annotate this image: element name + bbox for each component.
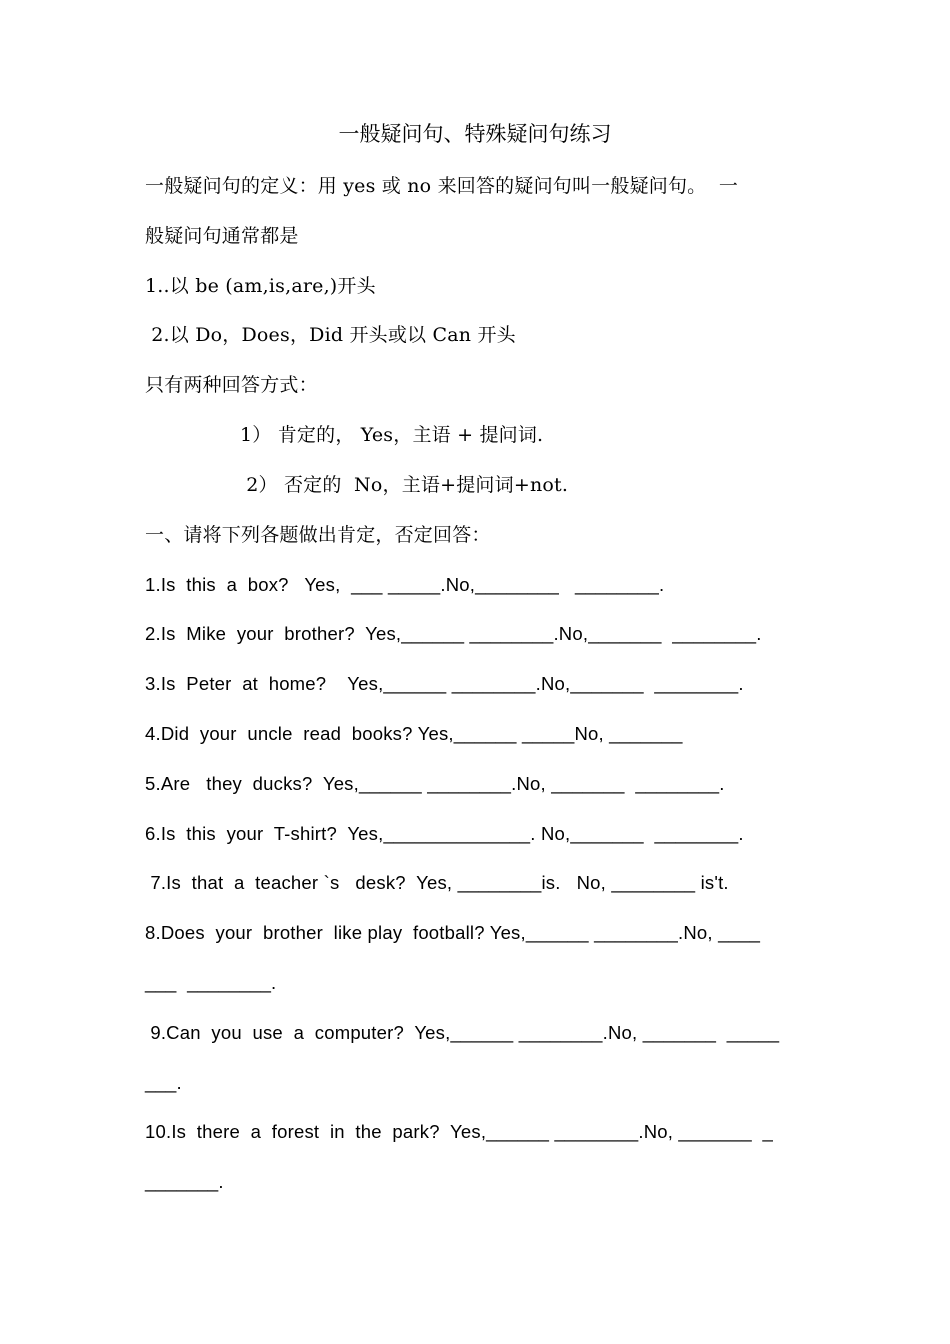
exercise-line-continuation: ___. — [145, 1072, 182, 1093]
exercise-line-continuation: ___ ________. — [145, 972, 277, 993]
exercise-line: 8.Does your brother like play football? Yes,______ ________.No, ____ — [145, 922, 761, 943]
definition-line-1: 一般疑问句的定义：用 yes 或 no 来回答的疑问句叫一般疑问句。 一 — [145, 175, 739, 197]
exercise-line: 2.Is Mike your brother? Yes,______ ________.No,_______ ________. — [145, 623, 762, 644]
rule-be-verbs: 1..以 be (am,is,are,)开头 — [145, 275, 376, 297]
exercise-line: 7.Is that a teacher `s desk? Yes, ________is. No, ________ is't. — [145, 872, 729, 893]
exercise-line: 5.Are they ducks? Yes,______ ________.No, _______ ________. — [145, 773, 725, 794]
answer-affirmative: 1） 肯定的， Yes，主语 + 提问词. — [240, 424, 544, 446]
answer-negative: 2） 否定的 No，主语+提问词+not. — [240, 474, 569, 496]
page-title: 一般疑问句、特殊疑问句练习 — [338, 122, 612, 146]
exercise-line: 3.Is Peter at home? Yes,______ ________.No,_______ ________. — [145, 673, 744, 694]
answer-methods-intro: 只有两种回答方式： — [145, 374, 318, 396]
exercise-line: 9.Can you use a computer? Yes,______ ________.No, _______ _____ — [145, 1022, 780, 1043]
section-heading: 一、请将下列各题做出肯定，否定回答： — [145, 524, 491, 546]
exercise-line: 6.Is this your T-shirt? Yes,______________. No,_______ ________. — [145, 823, 744, 844]
exercise-line: 1.Is this a box? Yes, ___ _____.No,________ ________. — [145, 574, 665, 595]
exercise-line: 10.Is there a forest in the park? Yes,______ ________.No, _______ _ — [145, 1121, 774, 1142]
definition-line-2: 般疑问句通常都是 — [145, 225, 299, 247]
exercise-line-continuation: _______. — [145, 1171, 224, 1192]
rule-do-does-did-can: 2.以 Do，Does，Did 开头或以 Can 开头 — [145, 324, 516, 346]
exercise-line: 4.Did your uncle read books? Yes,______ _____No, _______ — [145, 723, 683, 744]
